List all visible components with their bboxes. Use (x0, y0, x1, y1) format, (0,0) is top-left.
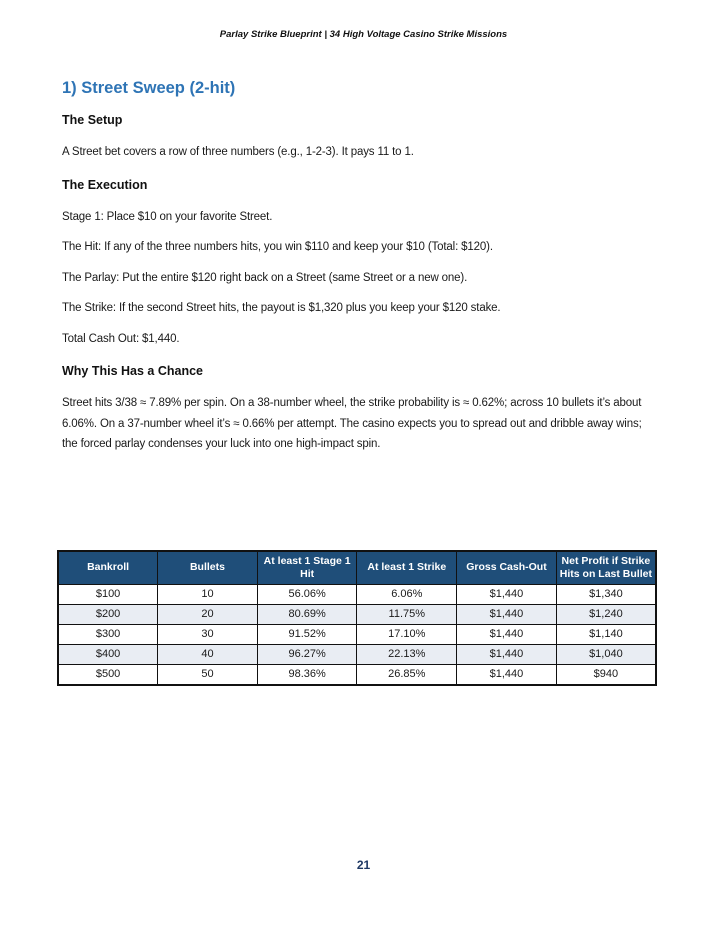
execution-step-strike: The Strike: If the second Street hits, the payout is $1,320 plus you keep your $120 stake. (62, 302, 501, 314)
section-title: 1) Street Sweep (2-hit) (62, 79, 236, 97)
execution-total-cashout: Total Cash Out: $1,440. (62, 332, 180, 345)
results-table-body (58, 584, 656, 685)
cell-bullets: 20 (158, 604, 258, 624)
running-header: Parlay Strike Blueprint | 34 High Voltage Casino Strike Missions (219, 29, 508, 40)
cell-bankroll: $200 (58, 604, 158, 624)
cell-bullets: 40 (158, 644, 258, 664)
column-header-bullets: Bullets (158, 551, 258, 585)
cell-net-profit: $1,240 (556, 604, 656, 624)
execution-step-parlay: The Parlay: Put the entire $120 right back on a Street (same Street or a new one). (62, 271, 468, 284)
cell-strike: 26.85% (357, 664, 457, 685)
column-header-net-profit: Net Profit if Strike Hits on Last Bullet (556, 551, 656, 585)
column-header-bankroll: Bankroll (58, 551, 158, 585)
column-header-gross-cashout: Gross Cash-Out (457, 551, 557, 585)
table-row (58, 624, 656, 644)
column-header-strike: At least 1 Strike (357, 551, 457, 585)
table-row (58, 604, 656, 624)
cell-gross-cashout: $1,440 (457, 604, 557, 624)
cell-bullets: 50 (158, 664, 258, 685)
cell-bullets: 10 (158, 584, 258, 604)
column-header-stage1-hit: At least 1 Stage 1 Hit (257, 551, 357, 585)
cell-net-profit: $940 (556, 664, 656, 685)
cell-stage1-hit: 96.27% (257, 644, 357, 664)
results-table-head (58, 551, 656, 585)
why-paragraph: Street hits 3/38 ≈ 7.89% per spin. On a 38-number wheel, the strike probability is ≈ 0.62%; across 10 bullets it’s about 6.06%. On a 37-number wheel it’s ≈ 0.66% per attempt. The casino expects you to spread out and dribble away wins; the forced parlay condenses your luck into one high-impact spin. (62, 397, 642, 450)
cell-bankroll: $300 (58, 624, 158, 644)
cell-strike: 17.10% (357, 624, 457, 644)
cell-net-profit: $1,340 (556, 584, 656, 604)
setup-paragraph: A Street bet covers a row of three numbers (e.g., 1-2-3). It pays 11 to 1. (62, 146, 414, 158)
table-row (58, 584, 656, 604)
execution-step-hit: The Hit: If any of the three numbers hits, you win $110 and keep your $10 (Total: $120). (62, 241, 493, 253)
page-content (62, 78, 657, 686)
header-row (58, 551, 656, 585)
cell-stage1-hit: 56.06% (257, 584, 357, 604)
cell-bankroll: $500 (58, 664, 158, 685)
cell-strike: 22.13% (357, 644, 457, 664)
cell-net-profit: $1,140 (556, 624, 656, 644)
setup-heading: The Setup (62, 113, 123, 127)
cell-net-profit: $1,040 (556, 644, 656, 664)
cell-gross-cashout: $1,440 (457, 664, 557, 685)
cell-strike: 11.75% (357, 604, 457, 624)
page-number: 21 (356, 858, 371, 872)
cell-stage1-hit: 91.52% (257, 624, 357, 644)
cell-stage1-hit: 80.69% (257, 604, 357, 624)
execution-step-stage1: Stage 1: Place $10 on your favorite Street. (62, 210, 273, 223)
cell-gross-cashout: $1,440 (457, 624, 557, 644)
results-table (57, 550, 657, 686)
cell-bankroll: $100 (58, 584, 158, 604)
table-row (58, 644, 656, 664)
why-heading: Why This Has a Chance (62, 364, 204, 378)
cell-stage1-hit: 98.36% (257, 664, 357, 685)
execution-heading: The Execution (62, 177, 148, 192)
table-row (58, 664, 656, 685)
cell-bullets: 30 (158, 624, 258, 644)
cell-gross-cashout: $1,440 (457, 644, 557, 664)
cell-bankroll: $400 (58, 644, 158, 664)
cell-gross-cashout: $1,440 (457, 584, 557, 604)
cell-strike: 6.06% (357, 584, 457, 604)
